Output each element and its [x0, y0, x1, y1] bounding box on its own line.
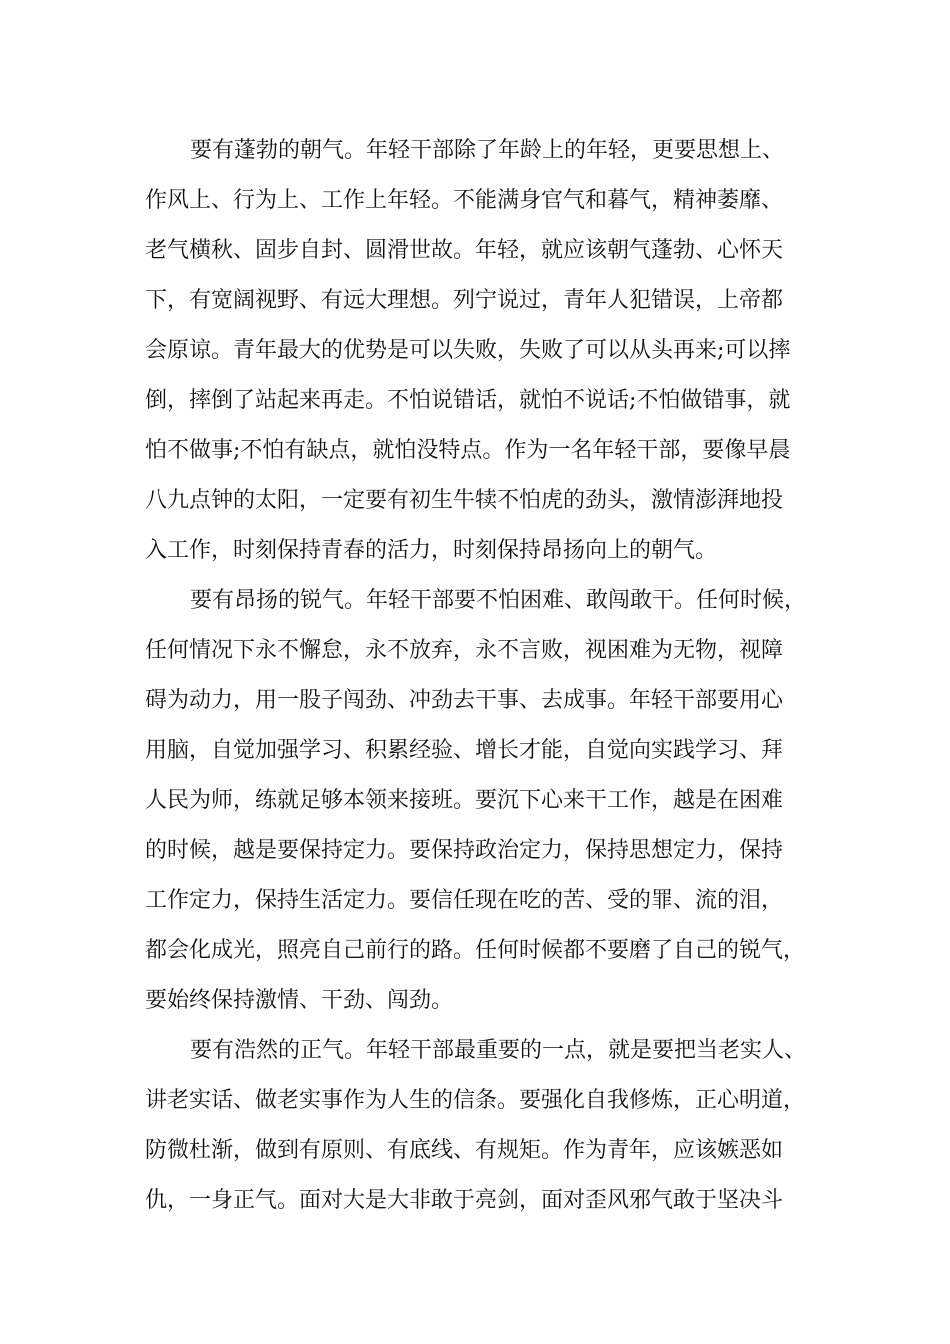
- paragraph-1-line-1: 要有蓬勃的朝气。年轻干部除了年龄上的年轻，更要思想上、: [190, 138, 785, 163]
- paragraph-1-line-3: 老气横秋、固步自封、圆滑世故。年轻，就应该朝气蓬勃、心怀天: [145, 238, 784, 263]
- paragraph-1-line-7: 怕不做事;不怕有缺点，就怕没特点。作为一名年轻干部，要像早晨: [145, 438, 791, 463]
- paragraph-1-line-6: 倒，摔倒了站起来再走。不怕说错话，就怕不说话;不怕做错事，就: [145, 388, 791, 413]
- paragraph-2-line-6: 的时候，越是要保持定力。要保持政治定力，保持思想定力，保持: [145, 838, 784, 863]
- paragraph-2-line-9: 要始终保持激情、干劲、闯劲。: [145, 988, 454, 1013]
- paragraph-1-line-8: 八九点钟的太阳，一定要有初生牛犊不怕虎的劲头，激情澎湃地投: [145, 488, 784, 513]
- paragraph-3-line-4: 仇，一身正气。面对大是大非敢于亮剑，面对歪风邪气敢于坚决斗: [145, 1188, 784, 1213]
- paragraph-2-line-3: 碍为动力，用一股子闯劲、冲劲去干事、去成事。年轻干部要用心: [145, 688, 784, 713]
- paragraph-3-line-3: 防微杜渐，做到有原则、有底线、有规矩。作为青年，应该嫉恶如: [145, 1138, 784, 1163]
- paragraph-2-line-2: 任何情况下永不懈怠，永不放弃，永不言败，视困难为无物，视障: [145, 638, 784, 663]
- paragraph-1-line-5: 会原谅。青年最大的优势是可以失败，失败了可以从头再来;可以摔: [145, 338, 791, 363]
- paragraph-2-line-1: 要有昂扬的锐气。年轻干部要不怕困难、敢闯敢干。任何时候，: [190, 588, 807, 613]
- paragraph-1-line-2: 作风上、行为上、工作上年轻。不能满身官气和暮气，精神萎靡、: [145, 188, 784, 213]
- paragraph-2-line-7: 工作定力，保持生活定力。要信任现在吃的苦、受的罪、流的泪，: [145, 888, 784, 913]
- body-text: [145, 126, 810, 1226]
- paragraph-3-line-2: 讲老实话、做老实事作为人生的信条。要强化自我修炼，正心明道，: [145, 1088, 806, 1113]
- paragraph-2-line-5: 人民为师，练就足够本领来接班。要沉下心来干工作，越是在困难: [145, 788, 784, 813]
- paragraph-1-line-4: 下，有宽阔视野、有远大理想。列宁说过，青年人犯错误，上帝都: [145, 288, 784, 313]
- paragraph-1-line-9: 入工作，时刻保持青春的活力，时刻保持昂扬向上的朝气。: [145, 538, 718, 563]
- paragraph-2-line-8: 都会化成光，照亮自己前行的路。任何时候都不要磨了自己的锐气，: [145, 938, 806, 963]
- paragraph-2-line-4: 用脑，自觉加强学习、积累经验、增长才能，自觉向实践学习、拜: [145, 738, 784, 763]
- paragraph-3-line-1: 要有浩然的正气。年轻干部最重要的一点，就是要把当老实人、: [190, 1038, 807, 1063]
